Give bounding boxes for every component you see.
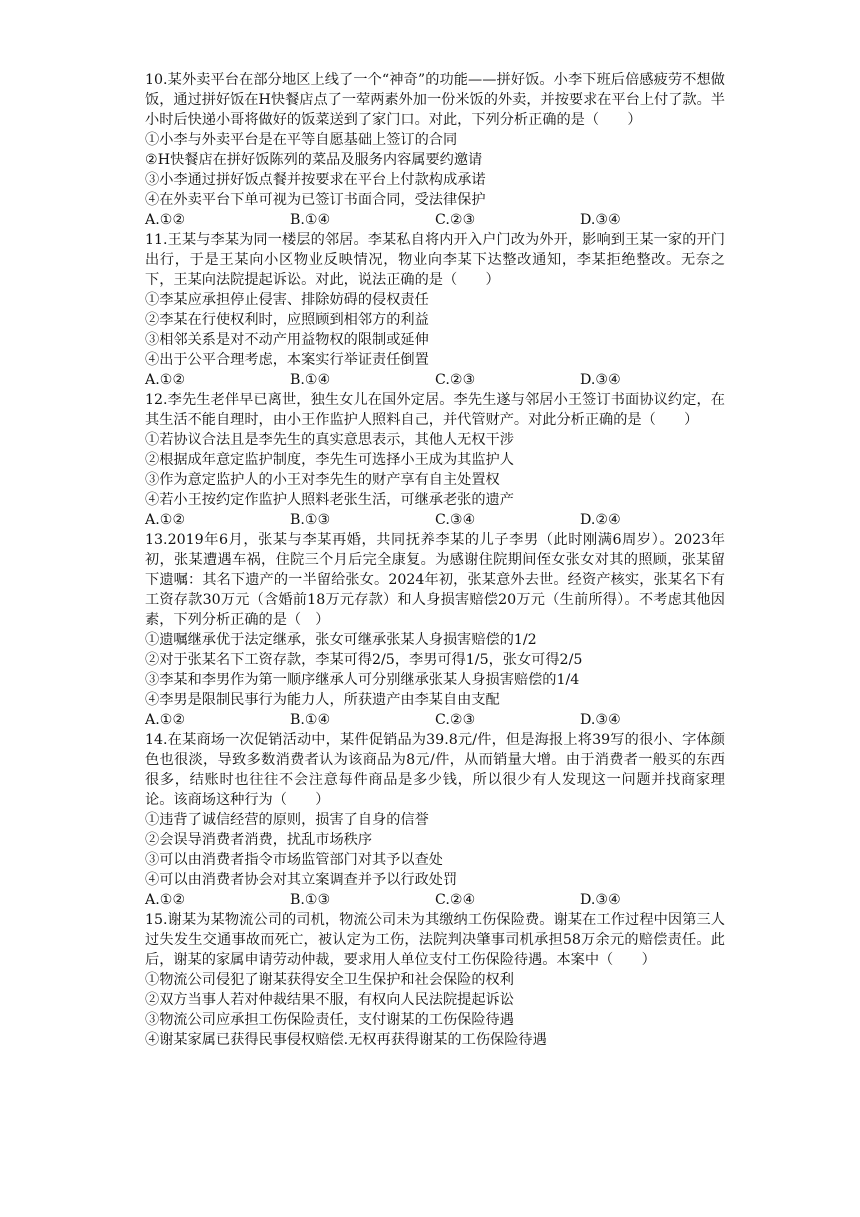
- question-12: [145, 390, 725, 530]
- statement-option: ③相邻关系是对不动产用益物权的限制或延伸: [145, 332, 429, 348]
- answer-choices: [145, 710, 725, 730]
- statement-option: ①李某应承担停止侵害、排除妨碍的侵权责任: [145, 292, 429, 308]
- statement-option: ③可以由消费者指令市场监管部门对其予以查处: [145, 852, 443, 868]
- answer-choices: [145, 510, 725, 530]
- question-stem: 13.2019年6月，张某与李某再婚，共同抚养李某的儿子李男（此时刚满6周岁）。2023年初，张某遭遇车祸，住院三个月后完全康复。为感谢住院期间侄女张女对其的照顾，张某留下遗嘱：其名下遗产的一半留给张女。2024年初，张某意外去世。经资产核实，张某名下有工资存款30万元（含婚前18万元存款）和人身损害赔偿20万元（生前所得）。不考虑其他因素，下列分析正确的是（ ）: [145, 532, 725, 628]
- answer-choices: [145, 370, 725, 390]
- statement-option: ①小李与外卖平台是在平等自愿基础上签订的合同: [145, 132, 458, 148]
- exam-page: [145, 70, 725, 1050]
- choice-d: D.③④: [580, 212, 621, 228]
- statement-option: ④出于公平合理考虑，本案实行举证责任倒置: [145, 352, 429, 368]
- choice-a: A.①②: [145, 712, 186, 728]
- question-13: [145, 530, 725, 730]
- choice-a: A.①②: [145, 372, 186, 388]
- choice-d: D.②④: [580, 512, 621, 528]
- statement-option: ③李某和李男作为第一顺序继承人可分别继承张某人身损害赔偿的1/4: [145, 672, 580, 688]
- statement-option: ③作为意定监护人的小王对李先生的财产享有自主处置权: [145, 472, 500, 488]
- choice-d: D.③④: [580, 712, 621, 728]
- statement-option: ③物流公司应承担工伤保险责任，支付谢某的工伤保险待遇: [145, 1012, 514, 1028]
- statement-option: ④在外卖平台下单可视为已签订书面合同，受法律保护: [145, 192, 486, 208]
- choice-b: B.①④: [290, 212, 331, 228]
- answer-choices: [145, 890, 725, 910]
- statement-option: ①若协议合法且是李先生的真实意思表示，其他人无权干涉: [145, 432, 514, 448]
- statement-option: ④谢某家属已获得民事侵权赔偿.无权再获得谢某的工伤保险待遇: [145, 1032, 547, 1048]
- answer-choices: [145, 210, 725, 230]
- statement-option: ②根据成年意定监护制度，李先生可选择小王成为其监护人: [145, 452, 514, 468]
- choice-a: A.①②: [145, 212, 186, 228]
- statement-option: ②李某在行使权利时，应照顾到相邻方的利益: [145, 312, 429, 328]
- statement-option: ③小李通过拼好饭点餐并按要求在平台上付款构成承诺: [145, 172, 486, 188]
- choice-c: C.②④: [435, 892, 476, 908]
- statement-option: ②会误导消费者消费，扰乱市场秩序: [145, 832, 373, 848]
- statement-option: ②对于张某名下工资存款，李某可得2/5，李男可得1/5，张女可得2/5: [145, 652, 583, 668]
- choice-c: C.②③: [435, 712, 476, 728]
- statement-option: ①遗嘱继承优于法定继承，张女可继承张某人身损害赔偿的1/2: [145, 632, 537, 648]
- choice-d: D.③④: [580, 892, 621, 908]
- statement-option: ②双方当事人若对仲裁结果不服，有权向人民法院提起诉讼: [145, 992, 514, 1008]
- statement-option: ④若小王按约定作监护人照料老张生活，可继承老张的遗产: [145, 492, 514, 508]
- choice-c: C.②③: [435, 212, 476, 228]
- choice-b: B.①④: [290, 712, 331, 728]
- choice-c: C.③④: [435, 512, 476, 528]
- statement-option: ④李男是限制民事行为能力人，所获遗产由李某自由支配: [145, 692, 500, 708]
- question-14: [145, 730, 725, 910]
- question-stem: 11.王某与李某为同一楼层的邻居。李某私自将内开入户门改为外开，影响到王某一家的开门出行，于是王某向小区物业反映情况，物业向李某下达整改通知，李某拒绝整改。无奈之下，王某向法院提起诉讼。对此，说法正确的是（ ）: [145, 232, 725, 288]
- choice-c: C.②③: [435, 372, 476, 388]
- statement-option: ④可以由消费者协会对其立案调查并予以行政处罚: [145, 872, 458, 888]
- question-15: [145, 910, 725, 1050]
- question-stem: 15.谢某为某物流公司的司机，物流公司未为其缴纳工伤保险费。谢某在工作过程中因第三人过失发生交通事故而死亡，被认定为工伤，法院判决肇事司机承担58万余元的赔偿责任。此后，谢某的家属申请劳动仲裁，要求用人单位支付工伤保险待遇。本案中（ ）: [145, 912, 725, 968]
- choice-d: D.③④: [580, 372, 621, 388]
- choice-a: A.①②: [145, 892, 186, 908]
- question-10: [145, 70, 725, 230]
- statement-option: ①违背了诚信经营的原则，损害了自身的信誉: [145, 812, 429, 828]
- statement-option: ②H快餐店在拼好饭陈列的菜品及服务内容属要约邀请: [145, 152, 483, 168]
- choice-a: A.①②: [145, 512, 186, 528]
- statement-option: ①物流公司侵犯了谢某获得安全卫生保护和社会保险的权利: [145, 972, 514, 988]
- question-11: [145, 230, 725, 390]
- choice-b: B.①③: [290, 512, 331, 528]
- question-stem: 14.在某商场一次促销活动中，某件促销品为39.8元/件，但是海报上将39写的很小、字体颜色也很淡，导致多数消费者认为该商品为8元/件，从而销量大增。由于消费者一般买的东西很多，结账时也往往不会注意每件商品是多少钱，所以很少有人发现这一问题并找商家理论。该商场这种行为（ ）: [145, 732, 725, 808]
- question-stem: 12.李先生老伴早已离世，独生女儿在国外定居。李先生遂与邻居小王签订书面协议约定，在其生活不能自理时，由小王作监护人照料自己，并代管财产。对此分析正确的是（ ）: [145, 392, 725, 428]
- choice-b: B.①③: [290, 892, 331, 908]
- choice-b: B.①④: [290, 372, 331, 388]
- question-stem: 10.某外卖平台在部分地区上线了一个“神奇”的功能——拼好饭。小李下班后倍感疲劳不想做饭，通过拼好饭在H快餐店点了一荤两素外加一份米饭的外卖，并按要求在平台上付了款。半小时后快递小哥将做好的饭菜送到了家门口。对此，下列分析正确的是（ ）: [145, 72, 725, 128]
